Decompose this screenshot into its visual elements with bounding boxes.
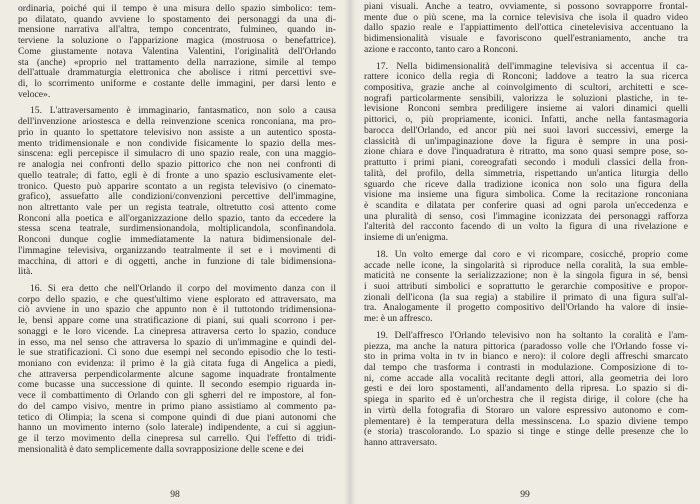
text-line: zionali dell'icona (la sua regia) a stabilire il primato di una figura sull'al-	[364, 292, 688, 303]
text-line: piezza, ma anche la natura pittorica (paradosso volle che l'Orlando fosse vi-	[364, 341, 688, 352]
text-line: sto in prima volta in tv in bianco e nero): il colore degli affreschi smarcato	[364, 352, 688, 363]
text-line: spiega in sparito ed è un'orchestra che il regista dirige, il colore (che ha	[364, 395, 688, 406]
text-line: insieme di un'enigma.	[364, 233, 449, 244]
text-line: tronico. Questo può apparire scontato a un regista televisivo (o cinemato-	[18, 181, 336, 192]
text-line: zione chiara e dove l'inquadratura è ritratto, ma sono quasi sempre pose, so-	[364, 147, 688, 158]
text-line: 15. L'attraversamento è immaginario, fantasmatico, non solo a causa	[30, 106, 336, 117]
text-line: pittorici, o, più propriamente, iconici. Infatti, anche nella fantasmagoria	[364, 115, 688, 126]
text-line: Ronconi alla poetica e all'organizzazione dello spazio, tanto da eccedere la	[18, 213, 336, 224]
text-line: le sue stratificazioni. Ci sono due esempi nel secondo episodio che lo testi-	[18, 348, 336, 359]
text-line: visione ma insieme una figura simbolica. Come la recitazione ronconiana	[364, 190, 688, 201]
text-line: gesti e dei loro spostamenti, all'andamento della ripresa. Lo spazio si di-	[364, 384, 688, 395]
text-line: come bucasse una successione di quinte. Il secondo esempio riguarda in-	[18, 380, 336, 391]
text-line: veloce».	[18, 89, 51, 100]
text-line: Come giustamente notava Valentina Valentini, l'originalità dell'Orlando	[18, 46, 336, 57]
text-line: ge il terzo movimento della cinepresa sul carrello. Qui l'effetto di tridi-	[18, 434, 336, 445]
text-line: piani visuali. Anche a teatro, ovviamente, si possono sovrapporre frontal-	[364, 2, 688, 12]
text-line: che attraversa perpendicolarmente alcune sagome inquadrate frontalmente	[18, 369, 336, 380]
text-line: bidimensionalità visuale e favoriscono quell'estraniamento, anche tra	[364, 34, 688, 45]
paragraph	[364, 62, 688, 244]
paragraph	[18, 106, 336, 278]
text-line: 17. Nella bidimensionalità dell'immagine televisiva si accentua il ca-	[376, 61, 688, 72]
text-line: mensione narrativa all'altra, tempo concentrato, fulmineo, quando in-	[18, 25, 336, 36]
text-line: mensionalità è dato semplicemente dalla sovrapposizione delle scene e dei	[18, 444, 304, 455]
text-line: po dilatato, quando avviene lo spostamento dei personaggi da una di-	[18, 14, 336, 25]
text-line: azione e racconto, tanto caro a Ronconi.	[364, 44, 518, 55]
text-line: sguardo che riceve dalla tradizione iconica non solo una figura della	[364, 179, 688, 190]
text-line: (e storia) trascolorando. Lo spazio si tinge e stinge delle presenze che lo	[364, 427, 688, 438]
text-line: dell'attuale drammaturgia elettronica che abolisce i ritmi percettivi sve-	[18, 68, 336, 79]
text-line: i suoi attributi simbolici e soprattutto le gerarchie compositive e propor-	[364, 281, 688, 292]
text-line: classicità di un'impaginazione dove la figura è sempre in una posi-	[364, 136, 688, 147]
text-line: sta (anche) «proprio nel trattamento della narrazione, simile al tempo	[18, 57, 336, 68]
paragraph	[18, 4, 336, 100]
text-line: 19. Dell'affresco l'Orlando televisivo non ha soltanto la coralità e l'am-	[376, 330, 688, 341]
text-line: le, bensì appare come una stratificazione di piani, sui quali scorrono i per-	[18, 316, 336, 327]
text-line: l'alterità del racconto facendo di un volto la figura di una rivelazione e	[364, 222, 688, 233]
text-line: non altrettanto vale per un regista teatrale, oltretutto così attento come	[18, 202, 336, 213]
text-line: tetico di Olimpia; la scena si compone quindi di due piani autonomi che	[18, 412, 336, 423]
text-line: Ronconi dunque coglie immediatamente la natura bidimensionale del-	[18, 235, 336, 246]
right-page-text	[364, 0, 688, 449]
right-page	[350, 0, 700, 504]
text-line: compositiva, grazie anche al coinvolgimento di scultori, architetti e sce-	[364, 83, 688, 94]
paragraph	[364, 2, 688, 56]
text-line: me: è un affresco.	[364, 314, 433, 325]
text-line: l'immagine televisiva, organizzando teatralmente il set e i movimenti di	[18, 245, 336, 256]
text-line: accade nelle icone, la singolarità si riproduce nella coralità, la sua emble-	[364, 260, 688, 271]
text-line: tra. Analogamente il progetto compositivo dell'Orlando ha valore di insie-	[364, 303, 688, 314]
text-line: è scandita e dilatata per conferire quasi ad ogni parola un'eccedenza e	[364, 200, 688, 211]
text-line: prio in quanto lo spettatore televisivo non assiste a un autentico sposta-	[18, 127, 336, 138]
text-line: di, lo scorrimento uniforme e costante delle immagini, per darsi lento e	[18, 79, 336, 90]
text-line: dal tempo che trasforma i contrasti in modulazione. Composizione di to-	[364, 363, 688, 373]
page-number-right: 99	[520, 489, 530, 500]
text-line: ni, come accade alla vocalità recitante degli attori, alla geometria dei loro	[364, 373, 688, 384]
text-line: dell'invenzione ariostesca e della reinvenzione scenica ronconiana, ma pro-	[18, 117, 336, 128]
text-line: dallo spazio reale e l'appiattimento dell'ottica cinetelevisiva accentuano la	[364, 23, 688, 34]
text-line: hanno attraversato.	[364, 438, 437, 449]
text-line: ciò avviene in uno spazio che appunto non è il tuttotondo tridimensiona-	[18, 305, 336, 316]
text-line: 16. Si era detto che nell'Orlando il corpo del movimento danza con il	[30, 283, 336, 294]
text-line: ordinaria, poiché qui il tempo è una misura dello spazio simbolico: tem-	[18, 4, 336, 14]
text-line: 18. Un volto emerge dal coro e vi ricompare, cosicché, proprio come	[376, 249, 688, 260]
text-line: mento tridimensionale e non condivide fisicamente lo spazio della mes-	[18, 138, 336, 149]
left-page-text	[18, 0, 336, 455]
text-line: prattutto i primi piani, coreografati secondo i moduli classici della fron-	[364, 158, 688, 169]
text-line: talità, del profilo, della simmetria, rispettando un'antica liturgia dello	[364, 168, 688, 179]
text-line: sinscena: egli percepisce il simulacro di uno spazio reale, con una maggio-	[18, 149, 336, 160]
page-number-left: 98	[170, 489, 180, 500]
text-line: levisione Ronconi sembra prediligere insieme ai valori dinamici quelli	[364, 104, 688, 115]
text-line: in esso, ma nel senso che attraversa lo spazio di un'immagine e quindi del-	[18, 337, 336, 348]
text-line: quello teatrale; di fatto, egli è di fronte a uno spazio esclusivamente elet-	[18, 170, 336, 181]
text-line: barocca dell'Orlando, ed ancor più nei suoi lavori successivi, emerge la	[364, 125, 688, 136]
text-line: maticità ne consente la serializzazione; non è la singola figura in sé, bensì	[364, 271, 688, 282]
text-line: stessa scena teatrale, surdimensionandola, moltiplicandola, sconfinandola.	[18, 224, 336, 235]
text-line: macchina, di attori e di oggetti, anche in funzione di tale bidimensiona-	[18, 256, 336, 267]
text-line: lità.	[18, 267, 33, 278]
paragraph	[364, 250, 688, 325]
text-line: re analogia nei confronti dello spazio pittorico che non nei confronti di	[18, 160, 336, 171]
text-line: grafico), assuefatto alle condizioni/convenzioni percettive dell'immagine,	[18, 192, 336, 203]
text-line: terviene la soluzione o l'apparizione magica (mostruosa o benefattrice).	[18, 36, 336, 47]
text-line: rattere iconico della regia di Ronconi; laddove a teatro la sua ricerca	[364, 72, 688, 83]
text-line: vece il combattimento di Orlando con gli sgherri del re impostore, al fon-	[18, 391, 336, 402]
text-line: una pluralità di senso, così l'immagine iconizzata dei personaggi rafforza	[364, 211, 688, 222]
text-line: in virtù della fotografia di Storaro un valore espressivo autonomo e com-	[364, 405, 688, 416]
text-line: do del campo visivo, mentre in primo piano assistiamo al commento pa-	[18, 401, 336, 412]
text-line: plementare) è la temperatura della messinscena. Lo spazio diviene tempo	[364, 416, 688, 427]
text-line: mente due o più scene, ma la cornice televisiva che isola il quadro video	[364, 12, 688, 23]
paragraph	[18, 284, 336, 456]
text-line: hanno un movimento interno (solo laterale) indipendente, a cui si aggiun-	[18, 423, 336, 434]
text-line: moniano con evidenza: il primo è la già citata fuga di Angelica a piedi,	[18, 359, 336, 369]
paragraph	[364, 331, 688, 449]
text-line: corpo dello spazio, e che quest'ultimo viene esplorato ed attraversato, ma	[18, 294, 336, 305]
text-line: sonaggi e le loro vicende. La cinepresa attraversa certo lo spazio, conduce	[18, 326, 336, 337]
text-line: nografi particolarmente sensibili, valorizza le soluzioni plastiche, in te-	[364, 93, 688, 104]
